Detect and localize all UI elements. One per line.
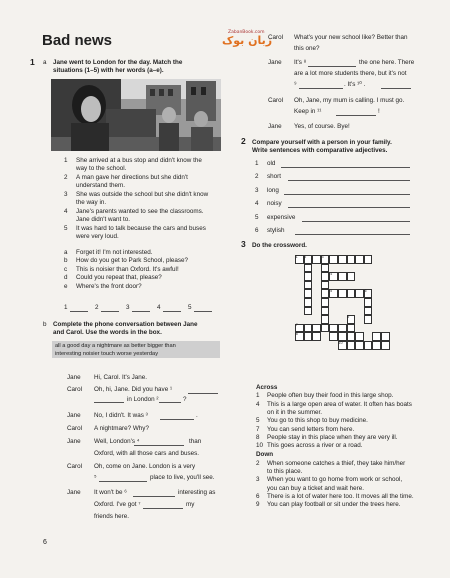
crossword-cell[interactable]	[372, 332, 381, 341]
page-title: Bad news	[42, 32, 113, 49]
ex2-item-word: noisy	[267, 200, 282, 208]
speaker-name: Carol	[268, 97, 284, 104]
crossword-cell[interactable]	[338, 255, 347, 264]
speaker-name: Jane	[268, 123, 282, 130]
clue-number: 3	[256, 476, 260, 484]
crossword-cell[interactable]	[329, 255, 338, 264]
dialogue-line: .	[196, 412, 198, 419]
clue-text: People stay in this place when they are very ill.	[267, 433, 398, 441]
answer-blank[interactable]	[381, 88, 411, 89]
dialogue-line: interesting as	[178, 489, 216, 496]
crossword-clue-number: 9	[347, 314, 350, 319]
situation-number: 1	[64, 157, 68, 164]
ex2-item-number: 5	[255, 213, 259, 221]
ex1b-instruction-2: and Carol. Use the words in the box.	[53, 329, 162, 336]
answer-blank[interactable]	[133, 496, 175, 497]
answer-blank[interactable]	[163, 311, 181, 312]
ex2-item-number: 2	[255, 173, 259, 181]
situation-text: were very loud.	[76, 233, 119, 241]
ex1b-instruction-1: Complete the phone conversation between Jane	[53, 321, 198, 328]
answer-blank[interactable]	[134, 445, 184, 446]
crossword-cell[interactable]	[347, 324, 356, 333]
situation-text: It was hard to talk because the cars and buses	[76, 225, 206, 232]
crossword-cell[interactable]	[304, 298, 313, 307]
ex2-item-number: 1	[255, 160, 259, 167]
option-text: Where's the front door?	[76, 282, 142, 290]
situation-number: 5	[64, 225, 68, 232]
crossword-cell[interactable]	[321, 298, 330, 307]
ex1-sub-a: a	[43, 59, 47, 66]
crossword-cell[interactable]	[372, 341, 381, 350]
crossword-cell[interactable]	[321, 307, 330, 316]
crossword-cell[interactable]	[381, 341, 390, 350]
answer-blank[interactable]	[70, 311, 88, 312]
answer-blank[interactable]	[94, 402, 124, 403]
dialogue-line: in London ²	[127, 396, 159, 403]
answer-blank[interactable]	[132, 311, 150, 312]
crossword-cell[interactable]	[304, 307, 313, 316]
clue-number: 1	[256, 392, 260, 400]
crossword-cell[interactable]	[321, 289, 333, 298]
crossword-cell[interactable]	[347, 332, 356, 341]
clue-text: You can send letters from here.	[267, 425, 355, 433]
answer-number: 2	[95, 304, 99, 311]
ex2-instruction-2: Write sentences with comparative adjectives.	[252, 147, 388, 154]
crossword-cell[interactable]	[329, 332, 338, 341]
crossword-cell[interactable]	[304, 324, 313, 333]
crossword-cell[interactable]	[321, 324, 330, 333]
answer-number: 4	[157, 304, 161, 311]
clue-number: 4	[256, 400, 260, 408]
dialogue-line: Hi, Carol. It's Jane.	[94, 374, 147, 381]
word-box	[52, 341, 220, 358]
answer-blank[interactable]	[159, 402, 181, 403]
clue-number: 2	[256, 459, 260, 467]
speaker-name: Carol	[268, 34, 284, 41]
word-box-line-1: all a good day a nightmare as better bigger than	[55, 342, 176, 349]
dialogue-line: What's your new school like? Better than	[294, 34, 408, 41]
crossword-cell[interactable]	[321, 315, 330, 324]
dialogue-line: ?	[183, 396, 187, 403]
speaker-name: Jane	[67, 489, 81, 496]
crossword-cell[interactable]	[347, 272, 356, 281]
crossword-cell[interactable]	[338, 272, 347, 281]
speaker-name: Jane	[268, 59, 282, 66]
option-letter: c	[64, 265, 68, 273]
clue-text: When you want to go home from work or school,	[267, 476, 403, 484]
crossword-cell[interactable]	[312, 255, 321, 264]
dialogue-line: place to live, you'll see.	[150, 474, 215, 481]
answer-number: 1	[64, 304, 68, 311]
dialogue-line: It won't be ⁶	[94, 489, 127, 496]
page-number: 6	[43, 539, 47, 546]
crossword-cell[interactable]	[338, 324, 347, 333]
ex1-sub-b: b	[43, 321, 47, 328]
speaker-name: Jane	[67, 438, 81, 445]
london-street-photo	[51, 79, 221, 151]
clue-number: 7	[256, 425, 260, 433]
clue-text: on it in the summer.	[267, 408, 322, 416]
dialogue-line: It's ⁸	[294, 59, 307, 66]
ex2-item-number: 6	[255, 227, 259, 234]
speaker-name: Jane	[67, 412, 81, 419]
clue-text: You can play football or sit under the trees here.	[267, 501, 401, 509]
answer-blank[interactable]	[143, 508, 183, 509]
clue-text: People often buy their food in this large shop.	[267, 392, 394, 400]
ex2-item-number: 3	[255, 186, 259, 194]
situation-text: Jane's parents wanted to see the classrooms.	[76, 208, 204, 215]
ex2-item-word: long	[267, 186, 279, 194]
ex2-answer-line[interactable]	[281, 167, 410, 168]
photo-illustration	[51, 79, 221, 151]
clue-number: 6	[256, 492, 260, 500]
option-text: Could you repeat that, please?	[76, 274, 162, 282]
word-box-line-2: interesting noisier touch worse yesterday	[55, 350, 159, 357]
crossword-cell[interactable]	[304, 332, 313, 341]
crossword-cell[interactable]	[347, 289, 356, 298]
dialogue-line: Yes, of course. Bye!	[294, 123, 350, 130]
crossword-cell[interactable]	[338, 289, 347, 298]
dialogue-line: A nightmare? Why?	[94, 425, 149, 432]
dialogue-line: No, I didn't. It was ³	[94, 412, 148, 419]
crossword-cell[interactable]	[355, 341, 364, 350]
answer-blank[interactable]	[188, 393, 218, 394]
dialogue-line: !	[378, 108, 380, 115]
crossword-cell[interactable]	[312, 332, 321, 341]
clue-number: 8	[256, 433, 260, 441]
answer-blank[interactable]	[99, 481, 147, 482]
crossword-clue-number: 2	[304, 254, 307, 259]
situation-number: 4	[64, 208, 68, 215]
ex2-answer-line[interactable]	[302, 221, 410, 222]
clue-text: This goes across a river or a road.	[267, 442, 363, 450]
dialogue-line: ⁵	[94, 474, 97, 481]
speaker-name: Jane	[67, 374, 81, 381]
ex3-number: 3	[241, 239, 246, 249]
across-heading: Across	[256, 384, 278, 391]
clue-number: 10	[256, 442, 264, 450]
situation-text: Jane didn't want to.	[76, 216, 131, 224]
crossword-clue-number: 1	[295, 254, 298, 259]
situation-number: 2	[64, 174, 68, 181]
crossword-cell[interactable]	[364, 255, 373, 264]
down-heading: Down	[256, 451, 274, 459]
crossword-clue-number: 10	[338, 340, 343, 345]
situation-text: She was outside the school but she didn't know	[76, 191, 209, 198]
dialogue-line: friends here.	[94, 513, 130, 520]
dialogue-line: Oh, hi, Jane. Did you have ¹	[94, 386, 173, 393]
crossword-cell[interactable]	[364, 307, 373, 316]
crossword-cell[interactable]	[312, 324, 321, 333]
dialogue-line: Oxford, with all those cars and buses.	[94, 450, 199, 457]
speaker-name: Carol	[67, 425, 83, 432]
situation-number: 3	[64, 191, 68, 198]
ex2-number: 2	[241, 136, 246, 146]
answer-number: 3	[126, 304, 130, 311]
crossword-cell[interactable]	[321, 281, 330, 290]
crossword-clue-number: 7	[295, 323, 298, 328]
dialogue-line: than	[189, 438, 202, 445]
dialogue-line: my	[186, 501, 195, 508]
dialogue-line: Keep in ¹¹	[294, 108, 322, 115]
crossword-cell[interactable]	[304, 272, 313, 281]
speaker-name: Carol	[67, 463, 83, 470]
option-letter: e	[64, 282, 68, 290]
situation-text: way to the school.	[76, 165, 127, 173]
ex2-item-word: old	[267, 160, 276, 167]
crossword-clue-number: 3	[321, 254, 324, 259]
ex2-item-number: 4	[255, 200, 259, 208]
crossword-cell[interactable]	[364, 298, 373, 307]
answer-blank[interactable]	[299, 88, 343, 89]
crossword-cell[interactable]	[364, 315, 373, 324]
crossword-clue-number: 5	[330, 289, 333, 293]
ex1-number: 1	[30, 57, 35, 67]
crossword-cell[interactable]	[329, 324, 338, 333]
crossword-cell[interactable]	[381, 332, 390, 341]
ex2-answer-line[interactable]	[288, 207, 410, 208]
option-text: This is noisier than Oxford. It's awful!	[76, 265, 179, 273]
watermark-brand: زبان بوک	[222, 34, 273, 47]
option-letter: b	[64, 257, 68, 265]
crossword-cell[interactable]	[304, 281, 313, 290]
clue-text: to this place.	[267, 468, 303, 475]
answer-number: 5	[188, 304, 192, 311]
clue-text: you can buy a ticket and wait here.	[267, 484, 364, 492]
crossword-cell[interactable]	[338, 332, 347, 341]
answer-blank[interactable]	[336, 115, 376, 116]
option-letter: d	[64, 274, 68, 282]
crossword-cell[interactable]	[355, 289, 364, 298]
ex2-item-word: stylish	[267, 227, 285, 234]
crossword-cell[interactable]	[321, 271, 333, 281]
situation-text: She arrived at a bus stop and didn't know the	[76, 157, 202, 164]
watermark-site: ZabanBook.com	[228, 30, 265, 35]
ex2-answer-line[interactable]	[284, 194, 410, 195]
dialogue-line: are a lot more students there, but it's not	[294, 70, 407, 77]
ex2-answer-line[interactable]	[295, 234, 410, 235]
ex1-instruction-2: situations (1–5) with her words (a–e).	[53, 67, 164, 74]
ex1-instruction-1: Jane went to London for the day. Match the	[53, 59, 183, 66]
dialogue-line: Well, London's ⁴	[94, 438, 140, 445]
clue-number: 5	[256, 417, 260, 425]
crossword-clue-number: 4	[330, 271, 333, 276]
dialogue-line: . It's ¹⁰ .	[344, 81, 366, 88]
situation-text: the way in.	[76, 199, 107, 207]
crossword-cell[interactable]	[304, 264, 313, 273]
answer-blank[interactable]	[101, 311, 119, 312]
ex2-item-word: expensive	[267, 213, 296, 221]
situation-text: understand them.	[76, 182, 126, 190]
answer-blank[interactable]	[160, 419, 194, 420]
clue-text: There is a lot of water here too. It moves all the time.	[267, 492, 414, 500]
answer-blank[interactable]	[194, 311, 212, 312]
crossword-clue-number: 6	[364, 289, 367, 293]
answer-blank[interactable]	[308, 66, 356, 67]
crossword-cell[interactable]	[364, 341, 373, 350]
dialogue-line: ⁹	[294, 81, 297, 88]
ex2-item-word: short	[267, 173, 281, 181]
dialogue-line: Oh, Jane, my mum is calling. I must go.	[294, 97, 405, 104]
ex2-answer-line[interactable]	[288, 180, 410, 181]
option-letter: a	[64, 249, 68, 256]
ex3-instruction: Do the crossword.	[252, 242, 307, 249]
clue-number: 9	[256, 501, 260, 509]
crossword-cell[interactable]	[355, 255, 364, 264]
ex2-instruction-1: Compare yourself with a person in your family.	[252, 139, 392, 146]
crossword-cell[interactable]	[347, 341, 356, 350]
speaker-name: Carol	[67, 386, 83, 393]
clue-text: You go to this shop to buy medicine.	[267, 417, 368, 425]
option-text: How do you get to Park School, please?	[76, 257, 189, 265]
option-text: Forget it! I'm not interested.	[76, 249, 153, 256]
dialogue-line: Oh, come on Jane. London is a very	[94, 463, 196, 470]
crossword-cell[interactable]	[347, 255, 356, 264]
dialogue-line: this one?	[294, 45, 320, 52]
clue-text: When someone catches a thief, they take him/her	[267, 459, 406, 467]
situation-text: A man gave her directions but she didn't	[76, 174, 188, 181]
crossword-clue-number: 8	[295, 332, 298, 336]
clue-text: This is a large open area of water. It often has boats	[267, 400, 412, 408]
crossword-cell[interactable]	[304, 289, 313, 298]
dialogue-line: Oxford. I've got ⁷	[94, 501, 141, 508]
dialogue-line: the one here. There	[359, 59, 415, 66]
crossword-cell[interactable]	[355, 332, 364, 341]
crossword-cell[interactable]	[321, 264, 330, 273]
